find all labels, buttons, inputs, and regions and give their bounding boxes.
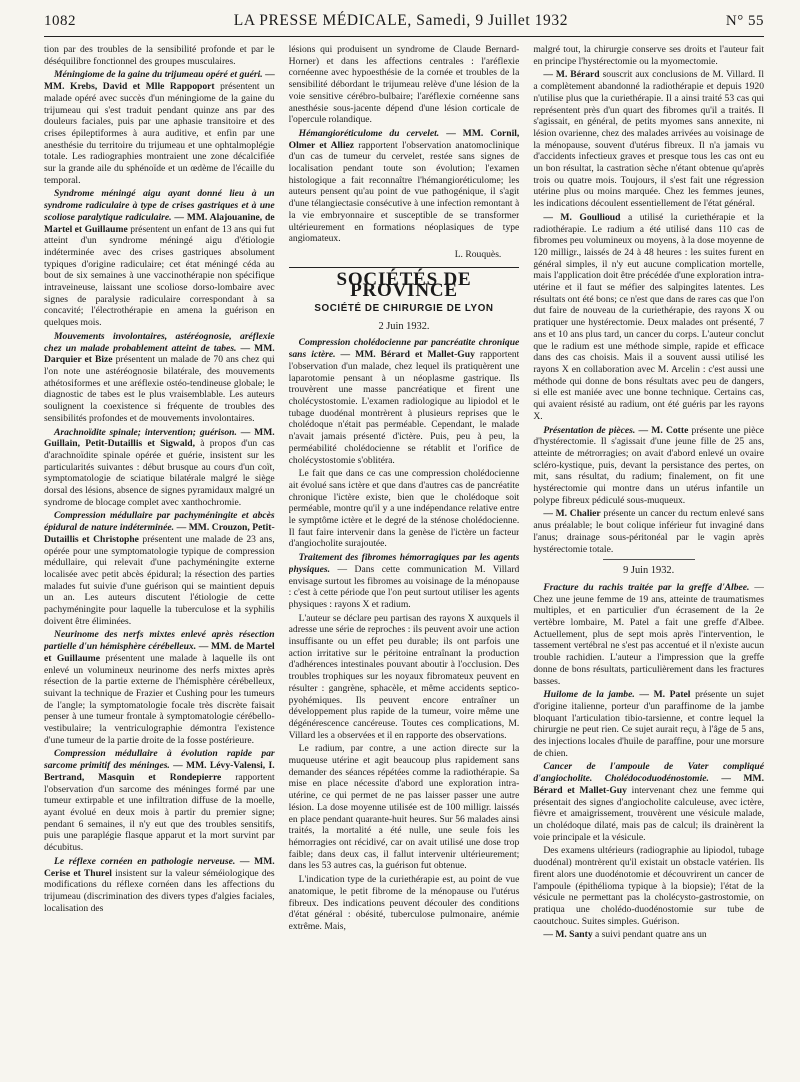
- paragraph: [44, 629, 275, 746]
- paragraph: lésions qui produisent un syndrome de Claude Bernard-Horner) et dans les affections centrales : l'aréflexie cornéenne avec hypoesthésie de la cornée et troubles de la sensibilité débordant le trijumeau relève d'une lésion de la voie sensitive cérébro-bulbaire; l'aréflexie cornéenne sans anesthésie sous-jacente dépend d'une lésion corticale de l'opercule rolandique.: [288, 44, 520, 126]
- paragraph: [533, 761, 764, 843]
- divider: [289, 267, 520, 268]
- heading: Hémangioréticulome du cervelet.: [298, 127, 440, 139]
- body-text: insistent sur la valeur séméiologique des modifications du réflexe cornéen dans les affections du trijumeau (discrimination des divers types d'algies faciales, localisation des: [44, 867, 275, 914]
- authors: — MM. Krebs, David et Mlle Rappoport: [44, 69, 275, 93]
- paragraph: [44, 427, 275, 509]
- body-text: a utilisé la curiethérapie et la radiothérapie. Le radium a été utilisé dans 110 cas de fibromes peu volumineux ou moyens, à la dose moyenne de 120 milligr., laissés de 24 à 48 heures : les suites furent en général simples, il n'y eut aucune complication mortelle, mais l'application doit être précédée d'une exploration intra-utérine et il faut se méfier des salpingites latentes. Les résultats ont été bons; ce n'est que dans de rares cas que l'on dut faire de nouveau de la curiethérapie, des rayons X ou pratiquer une hystérectomie. Deux malades ont présenté, 7 ans et 10 ans plus tard, un cancer du corps. L'auteur conclut que le radium est une méthode simple, rapide et efficace dans des cas choisis. Mais il a souvent aussi utilisé les rayons X en collaboration avec M. Arcelin : c'est aussi une méthode qui donne de bons résultats avec peu de dangers, si elle est maniée avec une bonne technique. Certains cas, qui avaient résisté au radium, ont été guéris par les rayons X.: [533, 211, 764, 422]
- paragraph: [533, 929, 764, 941]
- authors: — MM. Lévy-Valensi, I. Bertrand, Masquin et Rondepierre: [44, 760, 275, 783]
- body-text: à propos d'un cas d'arachnoïdite spinale opérée et guérie, insistent sur les particularités suivantes : début brusque au cours d'un coït, symptomatologie de sciatique bilatérale malgré le siège dorsal des lésions, absence de signes pyramidaux malgré un syndrome de blocage complet avec xanthochromie.: [44, 438, 275, 508]
- authors: — M. Cotte: [635, 424, 689, 436]
- column-1: [44, 44, 275, 1079]
- column-3: [533, 44, 764, 1079]
- paragraph: [289, 128, 520, 245]
- heading: Syndrome méningé aigu ayant donné lieu à un syndrome radiculaire à type de crises gastriques et à une scoliose paralytique radiculaire.: [44, 188, 275, 223]
- body-text: présentent un malade opéré avec succès d'un méningiome de la gaine du trijumeau qui s'est traduit pendant quinze ans par des douleurs faciales, puis par une aphasie transitoire et des crises épileptiformes à aura auditive, et enfin par une anesthésie du territoire du trijumeau et une ophtalmoplégie totale. Les radiographies montraient une zone décalcifiée sur la grande aile du sphénoïde et un œdème de l'écaille du temporal.: [44, 81, 275, 186]
- heading: Neurinome des nerfs mixtes enlevé après résection partielle d'un hémisphère cérébelleux.: [44, 629, 275, 653]
- paragraph: [44, 331, 275, 425]
- paragraph: [44, 510, 275, 627]
- society-title: SOCIÉTÉ DE CHIRURGIE DE LYON: [314, 303, 494, 315]
- body-text: présentent un enfant de 13 ans qui fut atteint d'un syndrome méningé aigu d'étiologie indéterminée avec des crises gastriques absolument typiques d'origine radiculaire; cet état méningé céda au bout de six semaines à une vaccinothérapie non spécifique intraveineuse, laissant une scoliose dorso-lombaire avec signes de paralysie radiculaire correspondant à sa concavité; l'électrothérapie en amena la guérison en quelques mois.: [44, 223, 275, 329]
- body-text: rapportent l'observation d'un malade, chez lequel ils pratiquèrent une laparotomie pensant à un néoplasme gastrique. Ils trouvèrent une masse pancréatique et firent une cholécystostomie. L'examen radiologique au lipiodol et le tubage duodénal montrèrent à plusieurs reprises que le cholédoque n'était pas perméable. Cependant, le malade n'avait jamais présenté d'ictère. Puis, peu à peu, la perméabilité cholédocienne se rétablit et l'orifice de cholécystostomie s'oblitéra.: [288, 349, 520, 466]
- page-header: [44, 0, 764, 37]
- authors: — M. Chalier: [543, 508, 601, 520]
- paragraph: Le fait que dans ce cas une compression cholédocienne ait évolué sans ictère et que dans d'autres cas de pancréatite chronique l'ictère existe, bien que le cholédoque soit perméable, montre qu'il y a une indépendance relative entre le symptôme ictère et le degré de la sténose cholédocienne. Il faut faire intervenir dans la genèse de l'ictère un facteur d'angiocholite surajoutée.: [288, 468, 520, 550]
- authors: — MM. Bérard et Mallet-Guy: [533, 773, 764, 796]
- authors: — M. Patel: [634, 689, 691, 701]
- body-text: — Dans cette communication M. Villard envisage surtout les fibromes au voisinage de la ménopause : c'est à cette période que l'on peut surtout utiliser les agents physiques : rayons X et radium.: [288, 563, 520, 610]
- paragraph: L'indication type de la curiethérapie est, au point de vue anatomique, le petit fibrome de la ménopause ou l'utérus fibreux. Des indications peuvent découler des conditions d'état général : obésité, tuberculose pulmonaire, anémie extrême. Mais,: [288, 874, 520, 932]
- heading: Arachnoïdite spinale; intervention; guérison.: [54, 426, 237, 438]
- authors: — MM. Bérard et Mallet-Guy: [335, 349, 475, 361]
- heading: Cancer de l'ampoule de Vater compliqué d'angiocholite. Cholédocoduodénostomie.: [533, 761, 764, 785]
- body-text: présentent une malade à laquelle ils ont enlevé un volumineux neurinome des nerfs mixtes après résection de la partie externe de l'hémisphère cérébelleux, suivant la technique de Frazier et Cushing pour les tumeurs de l'angle; la symptomatologie focale très discrète faisait penser à une tumeur frontale à symptomatologie cérébello-vestibulaire; la ventriculographie démontra l'existence d'une tumeur de la partie droite de la fosse postérieure.: [44, 652, 275, 746]
- session-date: 9 Juin 1932.: [623, 565, 675, 577]
- body-text: présente un cancer du rectum enlevé sans anus préalable; le bout colique inférieur fut invaginé dans l'anus; drainage sous-péritonéal par le vagin après hystérectomie totale.: [533, 508, 764, 555]
- column-2: [289, 44, 520, 1079]
- paragraph: [44, 748, 275, 853]
- authors: — MM. Alajouanine, de Martel et Guillaume: [44, 211, 275, 235]
- paragraph: [44, 856, 275, 915]
- heading: Compression médullaire à évolution rapide par sarcome primitif des méninges.: [44, 748, 275, 772]
- article-columns: [44, 37, 764, 1079]
- paragraph: L'auteur se déclare peu partisan des rayons X auxquels il adresse une série de reproches : ils peuvent avoir une action insuffisante ou un effet peu durable; ils ont parfois une action irritative sur le péritoine entraînant la production d'adhérences intestinales pouvant aboutir à l'occlusion. Des troubles trophiques sur les noyaux fibromateux peuvent en résulter : gangrène, sphacèle, et même accidents septico-pyohémiques. Ils peuvent encore entraîner un développement plus rapide de la tumeur, voire même une dégénérescence cancéreuse. Toutes ces complications, M. Villard les a observées et il en rapporte des observations.: [288, 612, 520, 741]
- paragraph: [533, 582, 764, 687]
- paragraph: [533, 425, 764, 507]
- heading: Mouvements involontaires, astéréognosie, aréflexie chez un malade probablement atteint de tabes.: [44, 330, 275, 354]
- authors: — MM. Cornil, Olmer et Alliez: [288, 127, 520, 151]
- journal-title: LA PRESSE MÉDICALE, Samedi, 9 Juillet 1932: [233, 12, 569, 29]
- paragraph: [44, 188, 275, 328]
- heading: Traitement des fibromes hémorragiques par les agents physiques.: [288, 552, 520, 575]
- page-number: 1082: [44, 13, 76, 29]
- paragraph: malgré tout, la chirurgie conserve ses droits et l'auteur fait en principe l'hystérectomie ou la myomectomie.: [533, 44, 764, 67]
- body-text: rapportent l'observation anatomoclinique d'un cas de tumeur du cervelet, restée sans signes de localisation pendant toute son évolution; l'examen histologique a fait reconnaître l'hémangioréticulome; les auteurs pensent qu'au point de vue pathogénique, il s'agit d'une télangiectasie consécutive à une infection remontant à la vie embryonnaire et susceptible de se transformer ultérieurement en formations néoplasiques de type angiomateux.: [288, 139, 520, 245]
- authors: — MM. Crouzon, Petit-Dutaillis et Christophe: [44, 522, 275, 545]
- heading: Compression médullaire par pachyméningite et abcès épidural de nature indéterminée.: [44, 510, 275, 534]
- body-text: rapportent l'observation d'un sarcome des méninges formé par une tumeur extirpable et une infiltration diffuse de la moelle, ayant évolué en deux mois à partir du premier signe; pendant 6 semaines, il n'y eut que des troubles sensitifs, puis une paraplégie flasque apparut et la mort survint par décubitus.: [44, 771, 275, 854]
- paragraph: [289, 337, 520, 466]
- session-date: 2 Juin 1932.: [378, 320, 430, 332]
- body-text: présentent un malade de 70 ans chez qui l'on note une astéréognosie bilatérale, des mouvements athétosiformes et une aréflexie ostéo-tendineuse globale; le diagnostic de tabes est le plus vraisemblable. Les auteurs soulignent la coexistence si fréquente de troubles des sensibilités profondes et de mouvements involontaires.: [44, 354, 275, 424]
- authors: — MM. de Martel et Guillaume: [44, 641, 275, 664]
- heading: Fracture du rachis traitée par la greffe d'Albee.: [543, 581, 750, 593]
- paragraph: [289, 552, 520, 611]
- body-text: présentent une malade de 23 ans, opérée pour une symptomatologie typique de compression médullaire, qui relevait d'une pachyméningite externe localisée avec petit abcès épidural; la résection des parties malades fut suivie d'une guérison qui se maintient depuis un an. Les auteurs discutent l'étiologie de cette pachyméningite pour laquelle la tuberculose et la syphilis doivent être éliminées.: [44, 533, 275, 627]
- paragraph: Des examens ultérieurs (radiographie au lipiodol, tubage duodénal) montrèrent qu'il existait un obstacle vatérien. Ils firent alors une duodénotomie et découvrirent un cancer de l'ampoule (épithélioma typique à la biopsie); l'état de la vésicule ne permettant pas la cholécysto-gastrostomie, on pratiqua une cholédo-duodénostomie sur tube de caoutchouc. Suites simples. Guérison.: [533, 845, 764, 927]
- authors: — M. Bérard: [543, 69, 600, 81]
- issue-number: N° 55: [725, 13, 764, 29]
- paragraph: [533, 212, 764, 423]
- paragraph: tion par des troubles de la sensibilité profonde et par le déséquilibre fonctionnel des groupes musculaires.: [44, 44, 275, 67]
- authors: — M. Santy: [543, 929, 593, 941]
- body-text: a suivi pendant quatre ans un: [592, 929, 707, 941]
- authors: — MM. Darquier et Bize: [44, 342, 275, 366]
- body-text: présente un sujet d'origine italienne, porteur d'un paraffinome de la jambe bloquant l'articulation tibio-tarsienne, et contre lequel la chirurgie ne peut rien. Ce sujet aurait reçu, à l'âge de 5 ans, des injections locales d'huile de paraffine, pour une morsure de chien.: [533, 689, 764, 759]
- body-text: souscrit aux conclusions de M. Villard. Il a complètement abandonné la radiothérapie et depuis 1920 n'utilise plus que la curiethérapie. Il a ainsi traité 53 cas qui représentent près d'un quart des fibromes qu'il a traités. Il s'agissait, en général, de petits myomes sans annexite, ni lésion ovarienne, chez des malades arrivées au voisinage de la ménopause, souvent d'utérus fibreux. Il n'a jamais vu d'accidents infectieux graves et presque tous les cas ont eu un bon résultat, la castration sèche n'étant obtenue qu'après trois ou quatre mois. Toujours, il s'est fait une régression utérine plus ou moins marquée. Chez les femmes jeunes, les indications découlent essentiellement de l'état général.: [533, 69, 764, 210]
- paragraph: [533, 689, 764, 759]
- authors: — MM. Guillain, Petit-Dutaillis et Sigwald,: [44, 426, 275, 450]
- divider: [603, 559, 695, 560]
- body-text: présente une pièce d'hystérectomie. Il s'agissait d'une jeune fille de 25 ans, atteinte de métrorragies; on avait d'abord enlevé un ovaire scléro-kystique, puis, devant la persistance des pertes, on mit, sans résultat, du radium; finalement, on fit une hystérectomie qui montre dans un utérus infantile un polype fibreux pédiculé sous-muqueux.: [533, 424, 764, 506]
- paragraph: Le radium, par contre, a une action directe sur la muqueuse utérine et agit beaucoup plus rapidement sans demander des séances répétées comme la radiothérapie. Sa mise en place nécessite d'abord une exploration intra-utérine, ce qui permet de ne pas laisser passer une autre lésion. La dose moyenne utilisée est de 100 milligr. laissés en place pendant quarante-huit heures. Sur 56 malades ainsi traités, la mortalité a été nulle, une seule fois les hémorragies ont récidivé, car on avait utilisé une dose trop faible; dans deux cas, il fallut intervenir ultérieurement; dans les 53 autres cas, la guérison fut obtenue.: [288, 743, 520, 872]
- paragraph: [533, 69, 764, 209]
- signature: L. Rouquès.: [454, 248, 502, 260]
- authors: — M. Goullioud: [543, 211, 621, 223]
- body-text: intervenant chez une femme qui présentait des signes d'angiocholite calculeuse, avec ictère, fièvre et amaigrissement, trouvèrent une vésicule malade, un cholédoque dilaté, mais pas de calcul; ils drainèrent la voie principale et la vésicule.: [533, 784, 764, 843]
- heading: Méningiome de la gaine du trijumeau opéré et guéri.: [54, 69, 263, 81]
- heading: Présentation de pièces.: [543, 424, 636, 436]
- section-title: SOCIÉTÉS DE PROVINCE: [336, 268, 472, 302]
- paragraph: [44, 69, 275, 186]
- heading: Huilome de la jambe.: [543, 689, 635, 701]
- paragraph: [533, 508, 764, 555]
- heading: Le réflexe cornéen en pathologie nerveuse.: [54, 855, 236, 867]
- body-text: — Chez une jeune femme de 19 ans, atteinte de traumatismes multiples, et en particulier d'un écrasement de la 2e vertèbre lombaire, M. Patel a fait une greffe d'Albee. Actuellement, plus de sept mois après l'intervention, le tassement vertébral ne s'est pas accentué et il n'existe aucun trouble rachidien. L'auteur a l'impression que la greffe donne de bons résultats, particulièrement dans les fractures basses.: [533, 581, 764, 687]
- authors: — MM. Cerise et Thurel: [44, 855, 275, 879]
- heading: Compression cholédocienne par pancréatite chronique sans ictère.: [288, 337, 520, 361]
